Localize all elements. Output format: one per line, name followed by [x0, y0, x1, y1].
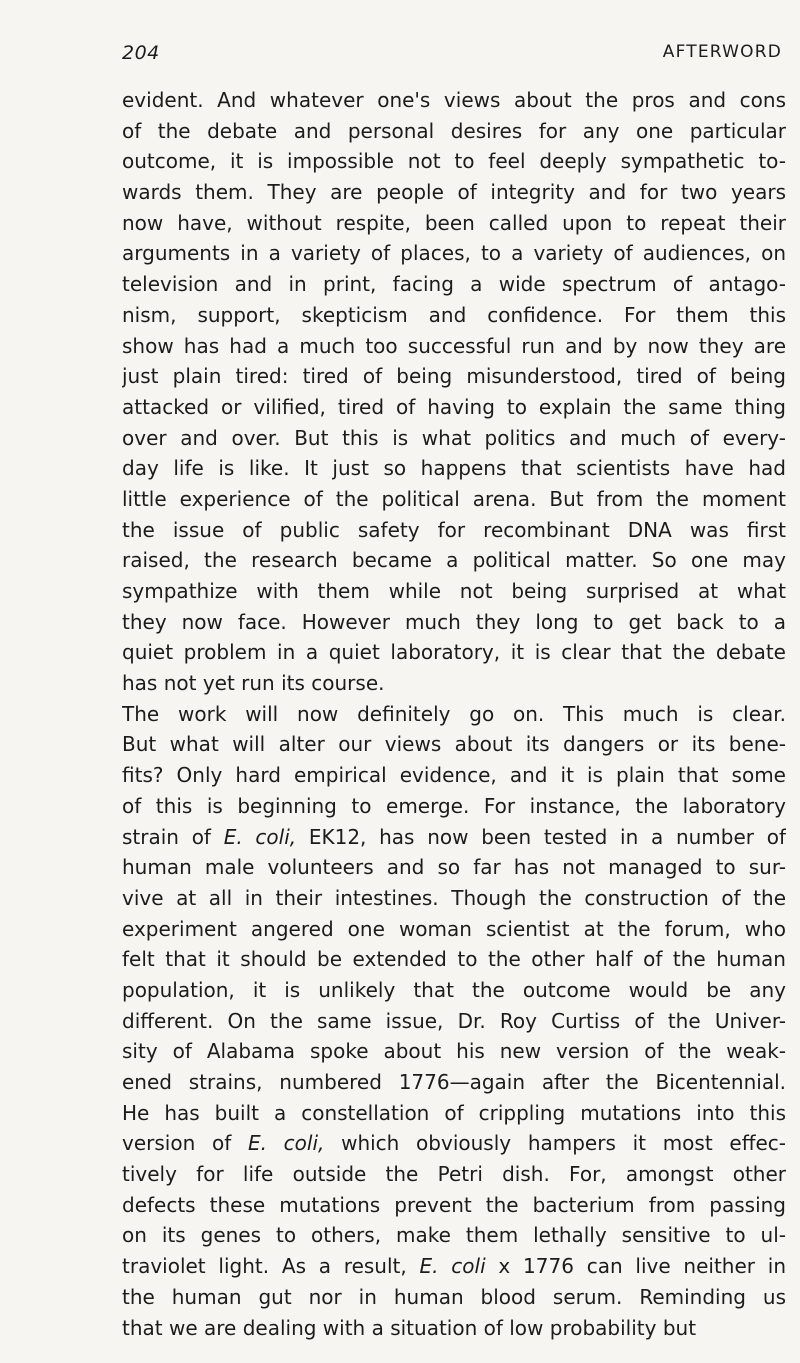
species-name-italic: E. coli,: [247, 1131, 325, 1156]
text-line: sympathize with them while not being surprised at what: [122, 579, 786, 603]
text-segment: strain of: [122, 824, 224, 849]
text-line: has not yet run its course.: [122, 671, 385, 696]
text-line: quiet problem in a quiet laboratory, it is clear that the debate: [122, 640, 786, 665]
text-segment: traviolet light. As a result,: [122, 1254, 420, 1279]
body-text: [122, 85, 786, 1343]
text-line: the human gut nor in human blood serum. Reminding us: [122, 1284, 786, 1309]
text-line: television and in print, facing a wide spectrum of antago-: [122, 272, 786, 297]
text-line: of this is beginning to emerge. For instance, the laboratory: [122, 793, 786, 818]
text-line: The work will now definitely go on. This much is clear.: [122, 701, 786, 726]
page-number: 204: [122, 42, 160, 64]
text-line: wards them. They are people of integrity and for two years: [122, 180, 786, 205]
text-line: just plain tired: tired of being misunderstood, tired of being: [122, 364, 786, 389]
text-line: ened strains, numbered 1776—again after the Bicentennial.: [122, 1070, 786, 1094]
text-line: tively for life outside the Petri dish. For, amongst other: [122, 1162, 786, 1187]
text-line: day life is like. It just so happens that scientists have had: [122, 456, 786, 481]
page-header: [122, 42, 782, 72]
text-line: the issue of public safety for recombinant DNA was first: [122, 517, 786, 542]
text-line: He has built a constellation of crippling mutations into this: [122, 1100, 786, 1125]
text-line: experiment angered one woman scientist at the forum, who: [122, 916, 786, 941]
text-line: show has had a much too successful run and by now they are: [122, 333, 786, 358]
text-line: [122, 822, 786, 853]
text-line: vive at all in their intestines. Though the construction of the: [122, 885, 786, 910]
species-name-italic: E. coli: [419, 1254, 486, 1279]
text-segment: version of: [122, 1131, 248, 1156]
text-line: on its genes to others, make them lethally sensitive to ul-: [122, 1223, 786, 1248]
text-line: human male volunteers and so far has not managed to sur-: [122, 855, 786, 880]
text-line: that we are dealing with a situation of low probability but: [122, 1315, 697, 1340]
text-line: nism, support, skepticism and confidence. For them this: [122, 302, 786, 327]
text-line: they now face. However much they long to get back to a: [122, 609, 786, 634]
text-segment: which obviously hampers it most effec-: [324, 1131, 786, 1156]
text-line: arguments in a variety of places, to a variety of audiences, on: [122, 241, 786, 266]
text-line: [122, 1128, 786, 1159]
text-line: population, it is unlikely that the outcome would be any: [122, 977, 786, 1002]
text-segment: EK12, has now been tested in a number of: [296, 824, 786, 849]
text-line: sity of Alabama spoke about his new version of the weak-: [122, 1039, 786, 1064]
text-line: But what will alter our views about its dangers or its bene-: [122, 732, 786, 757]
text-line: defects these mutations prevent the bacterium from passing: [122, 1192, 786, 1217]
text-line: felt that it should be extended to the other half of the human: [122, 947, 786, 972]
running-head: AFTERWORD: [662, 42, 782, 62]
text-line: attacked or vilified, tired of having to explain the same thing: [122, 394, 786, 419]
text-line: raised, the research became a political matter. So one may: [122, 548, 786, 573]
text-line: outcome, it is impossible not to feel deeply sympathetic to-: [122, 149, 786, 174]
text-line: evident. And whatever one's views about the pros and cons: [122, 88, 786, 112]
text-segment: x 1776 can live neither in: [485, 1254, 786, 1279]
text-line: now have, without respite, been called upon to repeat their: [122, 210, 786, 235]
text-line: different. On the same issue, Dr. Roy Curtiss of the Univer-: [122, 1008, 786, 1033]
text-line: of the debate and personal desires for any one particular: [122, 118, 786, 143]
species-name-italic: E. coli,: [223, 824, 297, 849]
text-line: [122, 1251, 786, 1282]
text-line: fits? Only hard empirical evidence, and it is plain that some: [122, 763, 786, 788]
text-line: little experience of the political arena. But from the moment: [122, 486, 786, 511]
text-line: over and over. But this is what politics and much of every-: [122, 425, 786, 450]
